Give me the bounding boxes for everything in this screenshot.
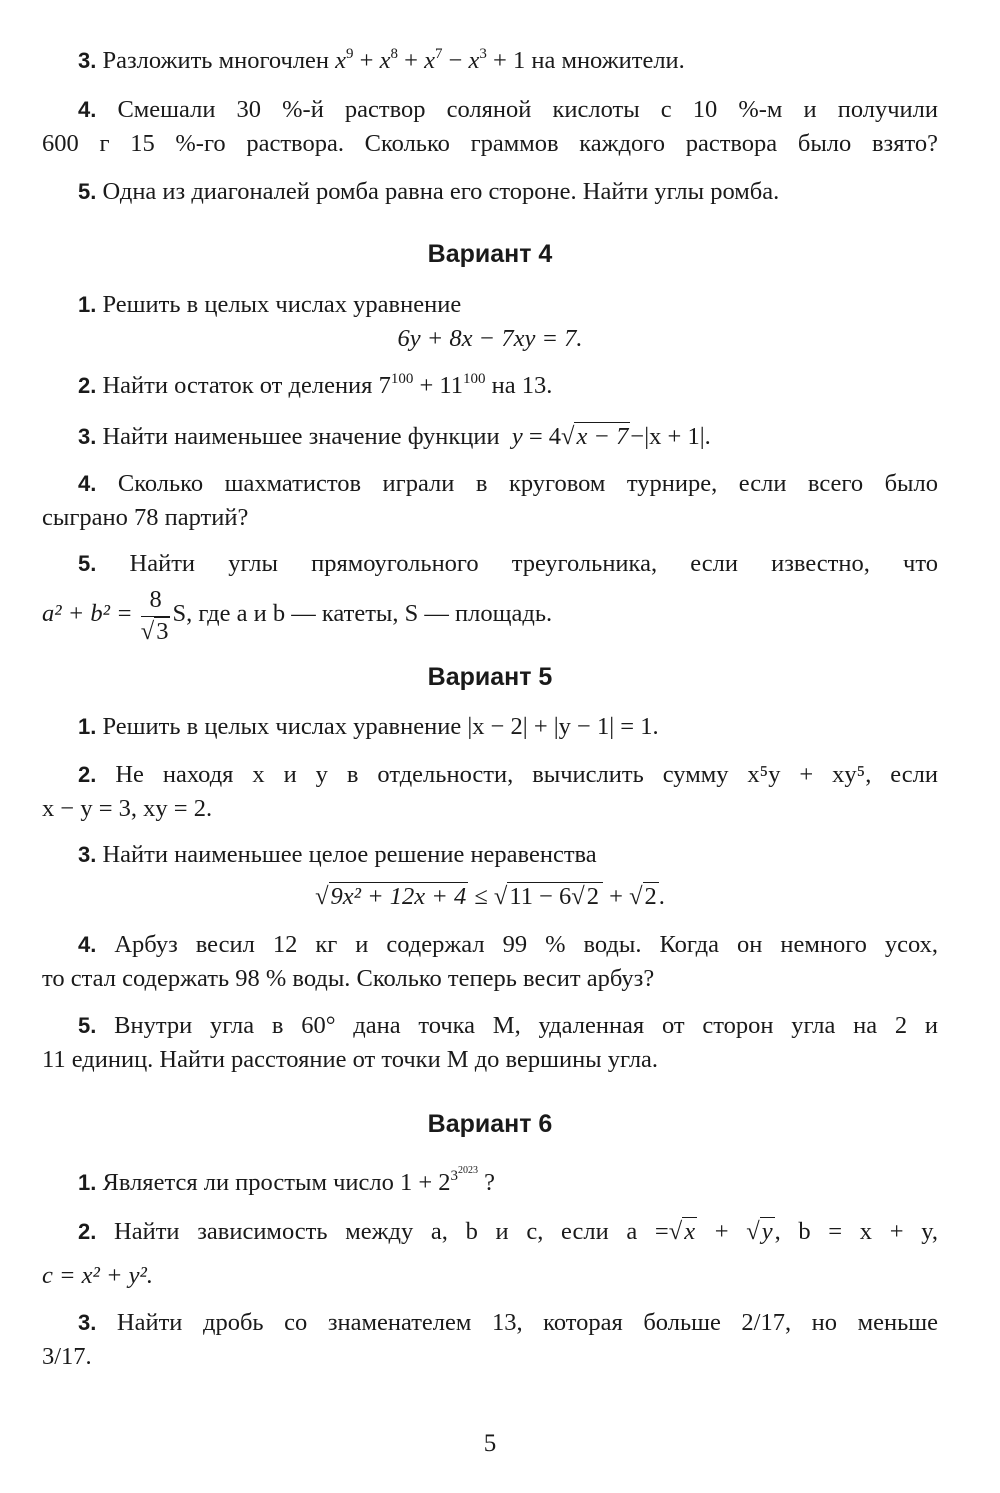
v6-problem-3-line2: 3/17. [42,1343,92,1370]
v5-problem-5-line1: 5. Внутри угла в 60° дана точка M, удаленная от сторон угла на 2 и [78,1012,938,1039]
problem-3-top: 3. Разложить многочлен $x^9 + x^8 + x^7 - x^3 + 1$ на множители. [78,46,685,74]
v5-problem-1: 1. Решить в целых числах уравнение |x − 2| + |y − 1| = 1. [78,713,659,740]
problem-4-top-line1: 4. Смешали 30 %-й раствор соляной кислоты с 10 %-м и получили [78,96,938,123]
v5-problem-5-line2: 11 единиц. Найти расстояние от точки M до вершины угла. [42,1046,659,1073]
v5-problem-4-line2: то стал содержать 98 % воды. Сколько теперь весит арбуз? [42,965,655,992]
page-number: 5 [483,1430,497,1457]
v6-problem-2-line2: c = x² + y². [42,1262,154,1289]
variant-6-heading: Вариант 6 [427,1110,553,1138]
v4-problem-2: 2. Найти остаток от деления $7^{100} + 11^{100}$ на 13. [78,371,553,399]
v5-problem-3: 3. Найти наименьшее целое решение неравенства [78,841,597,868]
variant-5-heading: Вариант 5 [427,663,553,691]
fraction: $\frac{8}{√3}$ [140,585,169,645]
v5-problem-2-line1: 2. Не находя x и y в отдельности, вычислить сумму x⁵y + xy⁵, если [78,761,939,788]
v5-problem-3-inequality: √9x² + 12x + 4 ≤ √11 − 6√2 + √2. [315,883,665,910]
v6-problem-1: 1. Является ли простым число $1 + 2^{3^{2023}}$ ? [78,1165,496,1196]
radical: x − 7 [576,423,629,450]
v5-problem-2-line2: x − y = 3, xy = 2. [42,795,213,822]
v4-problem-5-line2: a² + b² = $\frac{8}{√3}$ S, где a и b — катеты, S — площадь. [42,585,553,645]
v4-problem-4-line1: 4. Сколько шахматистов играли в круговом турнире, если всего было [78,470,938,497]
v6-problem-2-line1: 2. Найти зависимость между a, b и c, если a =√x + √y, b = x + y, [78,1218,939,1245]
v4-problem-1-equation: 6y + 8x − 7xy = 7. [397,325,583,352]
v6-problem-3-line1: 3. Найти дробь со знаменателем 13, которая больше 2/17, но меньше [78,1309,938,1336]
v4-problem-3: 3. Найти наименьшее значение функции y = 4√x − 7−|x + 1|. [78,423,711,450]
v4-problem-1: 1. Решить в целых числах уравнение [78,291,462,318]
v4-problem-4-line2: сыграно 78 партий? [42,504,249,531]
variant-4-heading: Вариант 4 [427,240,553,268]
v4-problem-5-line1: 5. Найти углы прямоугольного треугольника, если известно, что [78,550,938,577]
v5-problem-4-line1: 4. Арбуз весил 12 кг и содержал 99 % воды. Когда он немного усох, [78,931,939,958]
problem-5-top: 5. Одна из диагоналей ромба равна его стороне. Найти углы ромба. [78,178,780,205]
problem-4-top-line2: 600 г 15 %-го раствора. Сколько граммов каждого раствора было взято? [42,130,938,157]
